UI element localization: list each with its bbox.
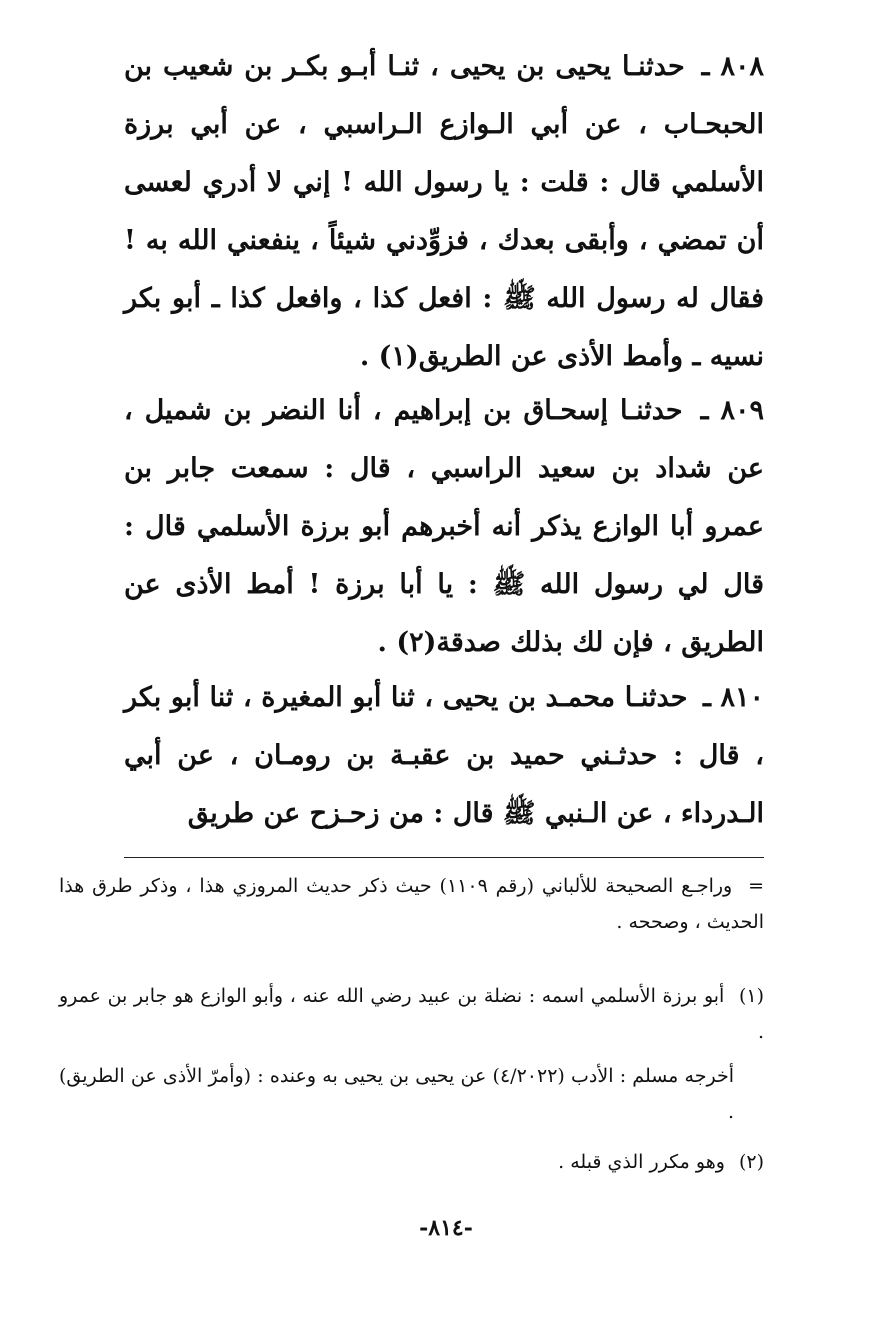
page-number: -٨١٤- <box>419 1215 473 1241</box>
hadith-809 <box>124 382 764 672</box>
footnote-text: أخرجه مسلم : الأدب (٤/٢٠٢٢) عن يحيى بن يحيى به وعنده : (وأمرّ الأذى عن الطريق) . <box>59 1065 735 1123</box>
footnote-text: وهو مكرر الذي قبله . <box>558 1151 725 1173</box>
footnote-text: وراجـع الصحيحة للألباني (رقم ١١٠٩) حيث ذكر حديث المروزي هذا ، وذكر طرق هذا الحديث ، وصححه . <box>59 875 764 933</box>
footnote-mark: (١) <box>738 985 765 1007</box>
hadith-810 <box>124 669 764 843</box>
hadith-number: ٨٠٩ ـ <box>700 395 765 426</box>
footnote-continuation <box>59 868 764 940</box>
footnote-1 <box>59 978 764 1050</box>
continuation-mark: = <box>748 875 764 897</box>
footnote-text: أبو برزة الأسلمي اسمه : نضلة بن عبيد رضي الله عنه ، وأبو الوازع هو جابر بن عمرو . <box>59 985 764 1043</box>
hadith-number: ٨٠٨ ـ <box>701 51 765 82</box>
hadith-text: حدثنـا يحيى بن يحيى ، ثنـا أبـو بكـر بن شعيب بن الحبحـاب ، عن أبي الـوازع الـراسبي ، عن أبي برزة الأسلمي قال : قلت : يا رسول الله ! إني لا أدري لعسى أن تمضي ، وأبقى بعدك ، فزوِّدني شيئاً ، ينفعني الله به ! فقال له رسول الله ﷺ : افعل كذا ، وافعل كذا ـ أبو بكر نسيه ـ وأمط الأذى عن الطريق(١) . <box>124 51 764 372</box>
hadith-number: ٨١٠ ـ <box>702 682 764 713</box>
footnote-mark: (٢) <box>738 1151 764 1173</box>
footnote-2 <box>59 1144 764 1180</box>
hadith-808 <box>124 38 764 386</box>
footnote-1-extra <box>59 1058 764 1130</box>
hadith-text: حدثنـا إسحـاق بن إبراهيم ، أنا النضر بن شميل ، عن شداد بن سعيد الراسبي ، قال : سمعت جابر بن عمرو أبا الوازع يذكر أنه أخبرهم أبو برزة الأسلمي قال : قال لي رسول الله ﷺ : يا أبا برزة ! أمط الأذى عن الطريق ، فإن لك بذلك صدقة(٢) . <box>124 395 764 658</box>
footnote-divider <box>124 857 764 858</box>
hadith-text: حدثنـا محمـد بن يحيى ، ثنا أبو المغيرة ، ثنا أبو بكر ، قال : حدثـني حميد بن عقبـة بن رومـان ، عن أبي الـدرداء ، عن الـنبي ﷺ قال : من زحـزح عن طريق <box>124 682 764 829</box>
